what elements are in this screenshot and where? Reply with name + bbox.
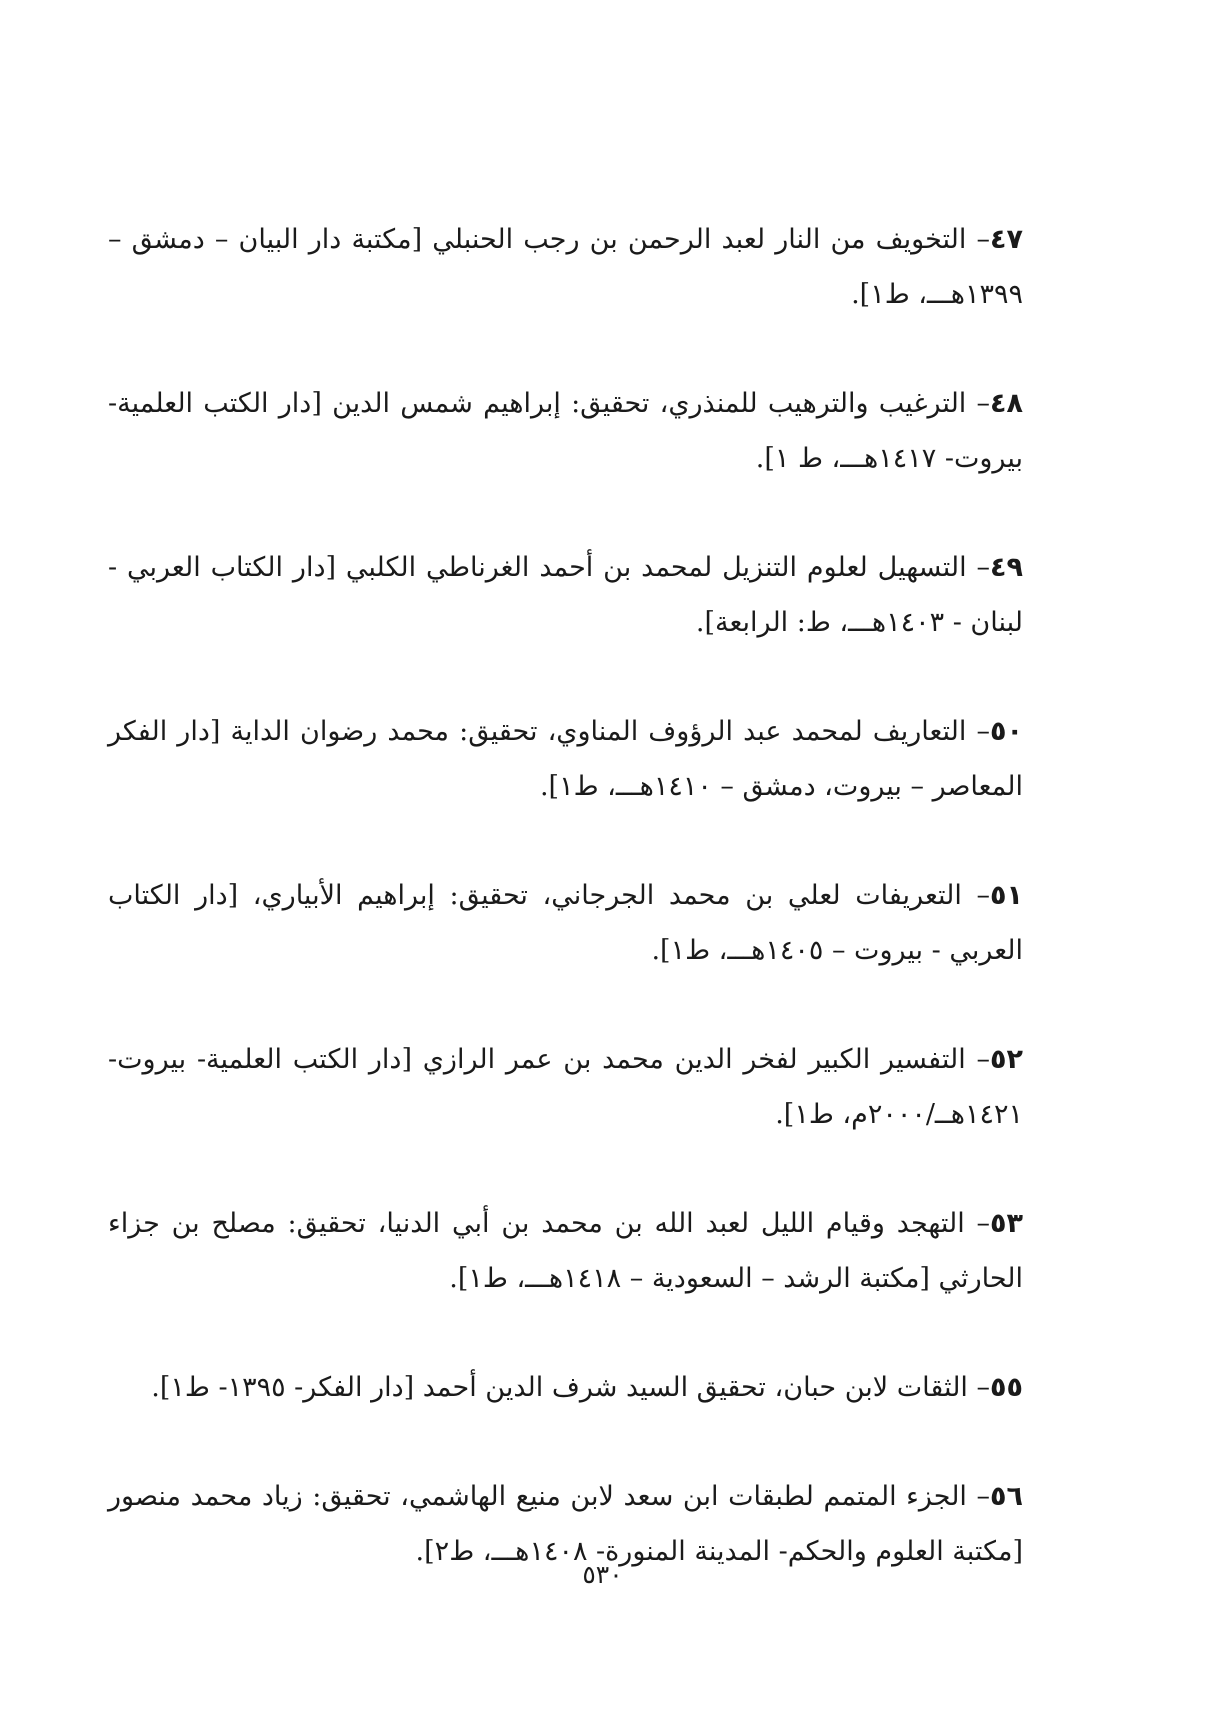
entry-text: التسهيل لعلوم التنزيل لمحمد بن أحمد الغرناطي الكلبي [دار الكتاب العربي - لبنان - ١٤٠٣هـــ، ط: الرابعة]. [108, 552, 1023, 638]
entry-text: الترغيب والترهيب للمنذري، تحقيق: إبراهيم شمس الدين [دار الكتب العلمية- بيروت- ١٤١٧هـــ، ط ١]. [108, 388, 1023, 474]
entry-number: ٤٩ [990, 552, 1023, 583]
entry-number: ٥٣ [990, 1208, 1023, 1239]
bibliography-entry [108, 704, 1023, 814]
entry-dash: – [976, 716, 991, 747]
entry-dash: – [976, 1044, 991, 1075]
bibliography-entry [108, 1360, 1023, 1415]
entry-number: ٤٧ [990, 224, 1024, 255]
entry-dash: – [976, 224, 991, 255]
entry-text: التخويف من النار لعبد الرحمن بن رجب الحنبلي [مكتبة دار البيان – دمشق – ١٣٩٩هـــ، ط١]. [108, 224, 1023, 310]
entry-dash: – [976, 388, 991, 419]
bibliography-entry [108, 1196, 1023, 1306]
entry-text: الجزء المتمم لطبقات ابن سعد لابن منيع الهاشمي، تحقيق: زياد محمد منصور [مكتبة العلوم والحكم- المدينة المنورة- ١٤٠٨هـــ، ط٢]. [108, 1481, 1023, 1567]
entry-text: التعاريف لمحمد عبد الرؤوف المناوي، تحقيق: محمد رضوان الداية [دار الفكر المعاصر – بيروت، دمشق – ١٤١٠هـــ، ط١]. [108, 716, 1023, 802]
bibliography-entry [108, 868, 1023, 978]
entry-number: ٥٥ [990, 1372, 1023, 1403]
entry-number: ٥٦ [990, 1481, 1023, 1512]
bibliography-entry [108, 212, 1023, 322]
entry-dash: – [976, 1372, 991, 1403]
entry-number: ٥٢ [990, 1044, 1023, 1075]
bibliography-entry [108, 540, 1023, 650]
entry-number: ٥١ [990, 880, 1023, 911]
bibliography-list [108, 212, 1023, 1633]
entry-dash: – [976, 552, 991, 583]
bibliography-entry [108, 1032, 1023, 1142]
entry-dash: – [976, 1481, 991, 1512]
entry-number: ٤٨ [990, 388, 1023, 419]
bibliography-entry [108, 376, 1023, 486]
entry-number: ٥٠ [990, 716, 1023, 747]
page-number: ٥٣٠ [582, 1560, 623, 1589]
entry-text: التفسير الكبير لفخر الدين محمد بن عمر الرازي [دار الكتب العلمية- بيروت- ١٤٢١هــ/٢٠٠٠م، ط١]. [108, 1044, 1023, 1130]
entry-dash: – [976, 880, 991, 911]
entry-text: الثقات لابن حبان، تحقيق السيد شرف الدين أحمد [دار الفكر- ١٣٩٥- ط١]. [151, 1372, 968, 1403]
entry-text: التعريفات لعلي بن محمد الجرجاني، تحقيق: إبراهيم الأبياري، [دار الكتاب العربي - بيروت – ١٤٠٥هـــ، ط١]. [108, 880, 1023, 966]
entry-text: التهجد وقيام الليل لعبد الله بن محمد بن أبي الدنيا، تحقيق: مصلح بن جزاء الحارثي [مكتبة الرشد – السعودية – ١٤١٨هـــ، ط١]. [108, 1208, 1023, 1294]
entry-dash: – [976, 1208, 991, 1239]
